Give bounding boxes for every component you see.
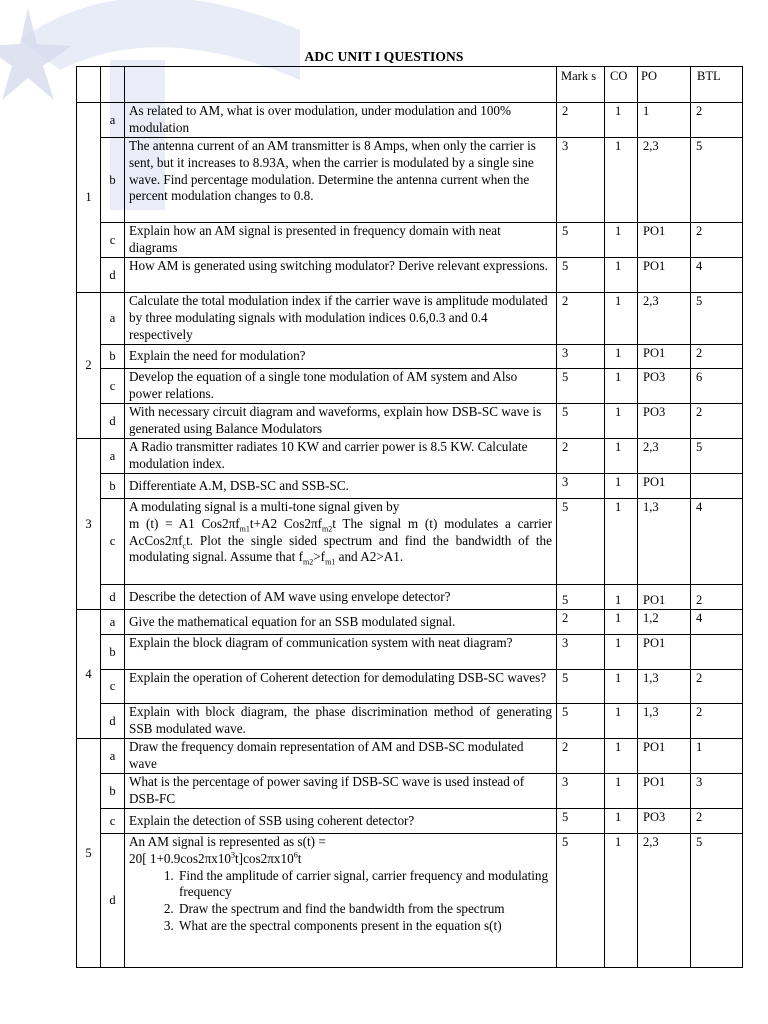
header-btl: BTL [691, 67, 743, 103]
list-item: 1. Find the amplitude of carrier signal, carrier frequency and modulating frequency [177, 868, 552, 902]
marks-value: 3 [557, 774, 605, 809]
marks-value: 5 [557, 499, 605, 585]
po-value: PO1 [638, 345, 691, 369]
btl-value: 4 [691, 610, 743, 635]
question-text [125, 834, 557, 968]
table-row [77, 293, 743, 345]
po-value: PO1 [638, 585, 691, 610]
question-number: 2 [77, 293, 101, 439]
question-text: What is the percentage of power saving if DSB-SC wave is used instead of DSB-FC [125, 774, 557, 809]
table-row [77, 809, 743, 834]
po-value: PO3 [638, 404, 691, 439]
co-value: 1 [605, 138, 638, 223]
marks-value: 5 [557, 369, 605, 404]
marks-value: 3 [557, 345, 605, 369]
sub-label: c [101, 670, 125, 704]
sub-label: c [101, 499, 125, 585]
po-value: PO1 [638, 223, 691, 258]
table-row [77, 369, 743, 404]
sub-label: b [101, 345, 125, 369]
question-text: Draw the frequency domain representation of AM and DSB-SC modulated wave [125, 739, 557, 774]
co-value: 1 [605, 739, 638, 774]
sub-label: d [101, 585, 125, 610]
btl-value: 4 [691, 499, 743, 585]
marks-value: 5 [557, 834, 605, 968]
sub-label: d [101, 704, 125, 739]
co-value: 1 [605, 223, 638, 258]
btl-value [691, 635, 743, 670]
po-value: 2,3 [638, 834, 691, 968]
po-value: 2,3 [638, 293, 691, 345]
table-row [77, 223, 743, 258]
marks-value: 2 [557, 739, 605, 774]
btl-value: 6 [691, 369, 743, 404]
list-item: 2. Draw the spectrum and find the bandwidth from the spectrum [177, 901, 552, 918]
table-row [77, 585, 743, 610]
btl-value: 5 [691, 138, 743, 223]
po-value: PO1 [638, 774, 691, 809]
btl-value: 5 [691, 834, 743, 968]
marks-value: 5 [557, 809, 605, 834]
co-value: 1 [605, 774, 638, 809]
table-row [77, 439, 743, 474]
table-row [77, 739, 743, 774]
sub-label: a [101, 293, 125, 345]
co-value: 1 [605, 499, 638, 585]
sub-label: d [101, 258, 125, 293]
btl-value: 1 [691, 739, 743, 774]
page-title: ADC UNIT I QUESTIONS [304, 49, 464, 64]
marks-value: 2 [557, 103, 605, 138]
po-value: PO1 [638, 739, 691, 774]
sub-label: d [101, 404, 125, 439]
question-text: A Radio transmitter radiates 10 KW and carrier power is 8.5 KW. Calculate modulation index. [125, 439, 557, 474]
marks-value: 5 [557, 585, 605, 610]
btl-value: 2 [691, 103, 743, 138]
question-text: Explain the detection of SSB using coherent detector? [125, 809, 557, 834]
co-value: 1 [605, 809, 638, 834]
co-value: 1 [605, 670, 638, 704]
table-row [77, 635, 743, 670]
header-po: PO [638, 67, 691, 103]
co-value: 1 [605, 585, 638, 610]
table-row [77, 258, 743, 293]
btl-value: 2 [691, 704, 743, 739]
btl-value: 2 [691, 345, 743, 369]
co-value: 1 [605, 474, 638, 499]
btl-value: 3 [691, 774, 743, 809]
question-text: Develop the equation of a single tone modulation of AM system and Also power relations. [125, 369, 557, 404]
question-number: 3 [77, 439, 101, 610]
question-text: Differentiate A.M, DSB-SC and SSB-SC. [125, 474, 557, 499]
question-text [125, 499, 557, 585]
co-value: 1 [605, 704, 638, 739]
sub-question-list [129, 868, 552, 935]
co-value: 1 [605, 635, 638, 670]
question-intro: A modulating signal is a multi-tone signal given by [129, 499, 400, 514]
question-text: The antenna current of an AM transmitter is 8 Amps, when only the carrier is sent, but it increases to 8.93A, when the carrier is modulated by a single sine wave. Find percentage modulation. Determine the antenna current when the percent modulation changes to 0.8. [125, 138, 557, 223]
btl-value: 2 [691, 223, 743, 258]
marks-value: 2 [557, 439, 605, 474]
sub-label: b [101, 774, 125, 809]
question-text: Describe the detection of AM wave using envelope detector? [125, 585, 557, 610]
question-text: Explain the block diagram of communication system with neat diagram? [125, 635, 557, 670]
marks-value: 5 [557, 223, 605, 258]
marks-value: 3 [557, 474, 605, 499]
question-intro: An AM signal is represented as s(t) = [129, 834, 326, 849]
table-row [77, 138, 743, 223]
po-value: 1,2 [638, 610, 691, 635]
question-number: 4 [77, 610, 101, 739]
question-text: Calculate the total modulation index if the carrier wave is amplitude modulated by three modulating signals with modulation indices 0.6,0.3 and 0.4 respectively [125, 293, 557, 345]
btl-value: 2 [691, 809, 743, 834]
co-value: 1 [605, 834, 638, 968]
btl-value: 4 [691, 258, 743, 293]
po-value: 1 [638, 103, 691, 138]
po-value: 1,3 [638, 704, 691, 739]
co-value: 1 [605, 258, 638, 293]
marks-value: 2 [557, 610, 605, 635]
question-text: Explain with block diagram, the phase discrimination method of generating SSB modulated wave. [125, 704, 557, 739]
co-value: 1 [605, 293, 638, 345]
table-row [77, 345, 743, 369]
question-text: Explain the need for modulation? [125, 345, 557, 369]
sub-label: c [101, 809, 125, 834]
header-marks: Mark s [557, 67, 605, 103]
question-text: As related to AM, what is over modulation, under modulation and 100% modulation [125, 103, 557, 138]
btl-value [691, 474, 743, 499]
sub-label: c [101, 369, 125, 404]
po-value: 2,3 [638, 138, 691, 223]
po-value: 2,3 [638, 439, 691, 474]
question-number: 1 [77, 103, 101, 293]
question-body: m (t) = A1 $Cos2\pi f_{m1}t+A2$ $Cos2\pi f_{m2}t$ The signal m (t) modulates a carrier $AcCos2\pi f_ct$. Plot the single sided spectrum and find the bandwidth of the modulating signal. Assume that $f_{m2}>f_{m1}$ and A2>A1. [129, 515, 552, 568]
sub-label: a [101, 610, 125, 635]
marks-value: 5 [557, 258, 605, 293]
po-value: PO1 [638, 474, 691, 499]
signal-equation: 20[ $1+0.9\cos 2\pi x10^3t]\cos 2\pi x10^6t$ [129, 850, 302, 866]
marks-value: 5 [557, 670, 605, 704]
po-value: PO3 [638, 369, 691, 404]
po-value: PO1 [638, 635, 691, 670]
po-value: PO1 [638, 258, 691, 293]
marks-value: 5 [557, 404, 605, 439]
table-row [77, 834, 743, 968]
question-text: With necessary circuit diagram and waveforms, explain how DSB-SC wave is generated using Balance Modulators [125, 404, 557, 439]
table-row [77, 474, 743, 499]
question-number: 5 [77, 739, 101, 968]
co-value: 1 [605, 404, 638, 439]
po-value: 1,3 [638, 670, 691, 704]
table-row [77, 670, 743, 704]
sub-label: b [101, 635, 125, 670]
sub-label: b [101, 138, 125, 223]
co-value: 1 [605, 345, 638, 369]
question-text: Explain the operation of Coherent detection for demodulating DSB-SC waves? [125, 670, 557, 704]
btl-value: 2 [691, 404, 743, 439]
sub-label: a [101, 439, 125, 474]
table-row [77, 774, 743, 809]
co-value: 1 [605, 369, 638, 404]
co-value: 1 [605, 610, 638, 635]
sub-label: a [101, 739, 125, 774]
marks-value: 5 [557, 704, 605, 739]
sub-label: b [101, 474, 125, 499]
btl-value: 5 [691, 439, 743, 474]
header-row [77, 67, 743, 103]
table-row [77, 103, 743, 138]
table-row [77, 499, 743, 585]
po-value: 1,3 [638, 499, 691, 585]
btl-value: 2 [691, 585, 743, 610]
list-item: 3. What are the spectral components present in the equation s(t) [177, 918, 552, 935]
sub-label: c [101, 223, 125, 258]
co-value: 1 [605, 103, 638, 138]
sub-label: d [101, 834, 125, 968]
marks-value: 3 [557, 635, 605, 670]
po-value: PO3 [638, 809, 691, 834]
marks-value: 2 [557, 293, 605, 345]
table-row [77, 704, 743, 739]
header-co: CO [605, 67, 638, 103]
table-row [77, 404, 743, 439]
table-row [77, 610, 743, 635]
question-text: Explain how an AM signal is presented in frequency domain with neat diagrams [125, 223, 557, 258]
question-text: How AM is generated using switching modulator? Derive relevant expressions. [125, 258, 557, 293]
question-text: Give the mathematical equation for an SSB modulated signal. [125, 610, 557, 635]
questions-table [76, 66, 743, 968]
btl-value: 5 [691, 293, 743, 345]
marks-value: 3 [557, 138, 605, 223]
btl-value: 2 [691, 670, 743, 704]
sub-label: a [101, 103, 125, 138]
co-value: 1 [605, 439, 638, 474]
